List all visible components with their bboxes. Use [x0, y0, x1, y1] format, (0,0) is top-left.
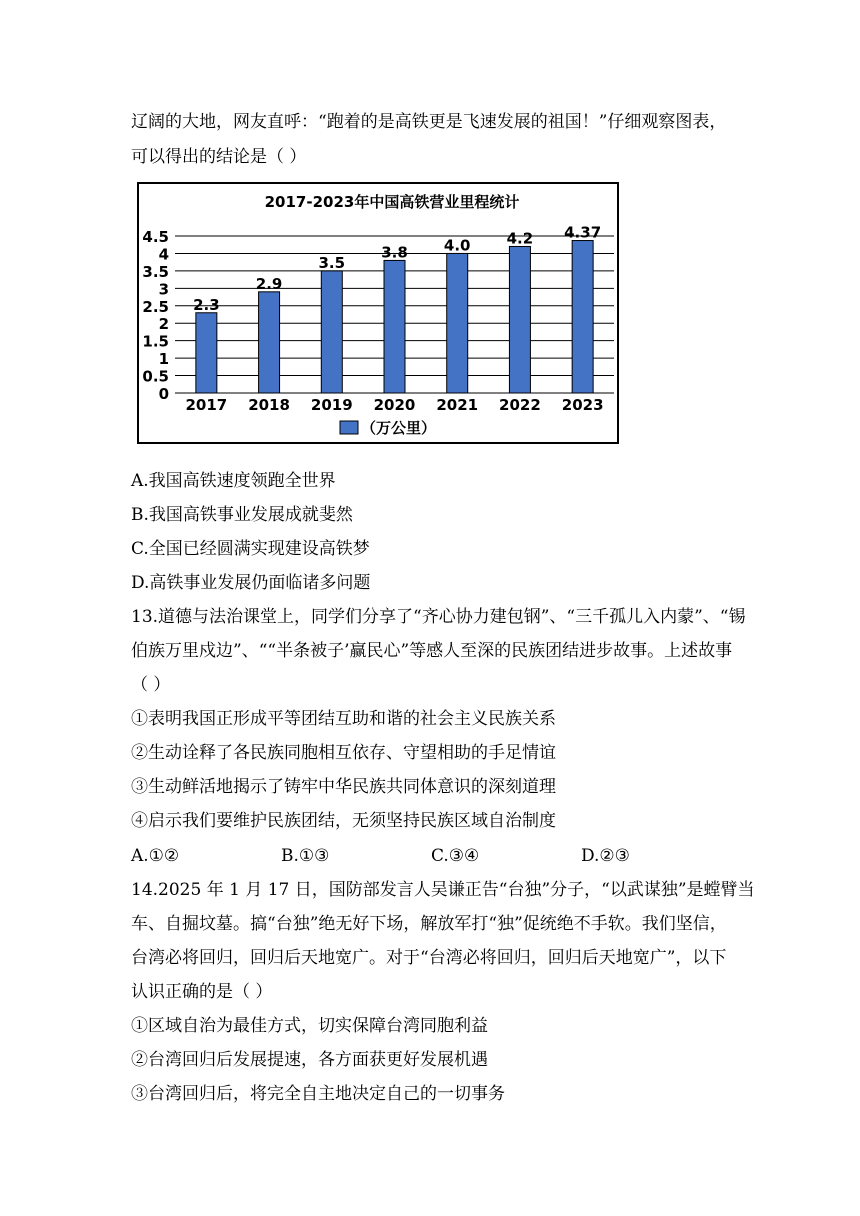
bar: [321, 271, 342, 393]
y-tick-label: 0: [158, 385, 169, 403]
x-tick-label: 2018: [248, 396, 290, 414]
q14-stem-line-3: 台湾必将回归，回归后天地宽广。对于“台湾必将回归，回归后天地宽广”，以下: [131, 948, 727, 968]
y-tick-label: 1.5: [142, 332, 169, 351]
y-tick-label: 2.5: [142, 297, 169, 316]
y-tick-label: 3.5: [142, 262, 169, 281]
chart-svg: [139, 184, 617, 442]
legend-label: （万公里）: [361, 419, 437, 437]
x-tick-label: 2022: [499, 396, 541, 414]
q14-statement-1: ①区域自治为最佳方式，切实保障台湾同胞利益: [131, 1016, 488, 1036]
intro-line-1: 辽阔的大地，网友直呼：“跑着的是高铁更是飞速发展的祖国！”仔细观察图表，: [131, 112, 727, 132]
q13-statement-2: ②生动诠释了各民族同胞相互依存、守望相助的手足情谊: [131, 743, 556, 763]
q13-statement-1: ①表明我国正形成平等团结互助和谐的社会主义民族关系: [131, 709, 556, 729]
q13-stem-line-1: 13.道德与法治课堂上，同学们分享了“齐心协力建包钢”、“三千孤儿入内蒙”、“锡: [131, 607, 746, 627]
bar: [384, 260, 405, 393]
legend-swatch: [340, 421, 358, 434]
x-tick-label: 2023: [561, 396, 604, 414]
data-label: 2.3: [193, 295, 220, 314]
x-tick-label: 2019: [310, 396, 353, 414]
data-label: 3.5: [318, 253, 346, 272]
data-label: 4.37: [564, 223, 602, 242]
data-label: 2.9: [255, 274, 283, 293]
data-label: 3.8: [381, 243, 408, 262]
y-tick-label: 1: [158, 350, 169, 369]
bar: [259, 292, 280, 393]
data-label: 4.2: [506, 229, 534, 248]
bar: [572, 241, 593, 393]
q14-statement-3: ③台湾回归后，将完全自主地决定自己的一切事务: [131, 1084, 505, 1104]
q12-option-b: B.我国高铁事业发展成就斐然: [131, 505, 353, 525]
q13-stem-line-3: （ ）: [131, 675, 171, 695]
chart-title: 2017-2023年中国高铁营业里程统计: [264, 193, 520, 211]
bar: [447, 253, 468, 393]
x-tick-label: 2017: [185, 396, 228, 414]
q12-option-a: A.我国高铁速度领跑全世界: [131, 471, 336, 491]
q13-statement-3: ③生动鲜活地揭示了铸牢中华民族共同体意识的深刻道理: [131, 777, 556, 797]
y-tick-label: 0.5: [142, 367, 169, 386]
data-label: 4.0: [443, 236, 471, 255]
q13-option-d: D.②③: [581, 846, 630, 866]
intro-line-2: 可以得出的结论是（ ）: [131, 147, 307, 167]
q13-statement-4: ④启示我们要维护民族团结，无须坚持民族区域自治制度: [131, 811, 556, 831]
bar: [509, 246, 530, 393]
x-tick-label: 2020: [373, 396, 416, 414]
q13-stem-line-2: 伯族万里戍边”、““半条被子’赢民心”等感人至深的民族团结进步故事。上述故事: [131, 641, 733, 661]
y-tick-label: 4: [158, 245, 169, 264]
q14-stem-line-4: 认识正确的是（ ）: [131, 982, 273, 1002]
y-tick-label: 3: [158, 280, 169, 299]
q14-stem-line-1: 14.2025 年 1 月 17 日，国防部发言人吴谦正告“台独”分子，“以武谋独”是螳臂当: [131, 880, 755, 900]
q13-option-a: A.①②: [131, 846, 180, 866]
q14-stem-line-2: 车、自掘坟墓。搞“台独”绝无好下场，解放军打“独”促统绝不手软。我们坚信，: [131, 914, 727, 934]
q13-option-b: B.①③: [281, 846, 330, 866]
q12-option-c: C.全国已经圆满实现建设高铁梦: [131, 539, 370, 559]
q12-option-d: D.高铁事业发展仍面临诸多问题: [131, 573, 371, 593]
q14-statement-2: ②台湾回归后发展提速，各方面获更好发展机遇: [131, 1050, 488, 1070]
q13-option-c: C.③④: [431, 846, 480, 866]
bar: [196, 313, 217, 393]
x-tick-label: 2021: [436, 396, 479, 414]
y-tick-label: 2: [158, 315, 169, 334]
bar-chart: [137, 182, 619, 444]
y-tick-label: 4.5: [142, 228, 169, 246]
